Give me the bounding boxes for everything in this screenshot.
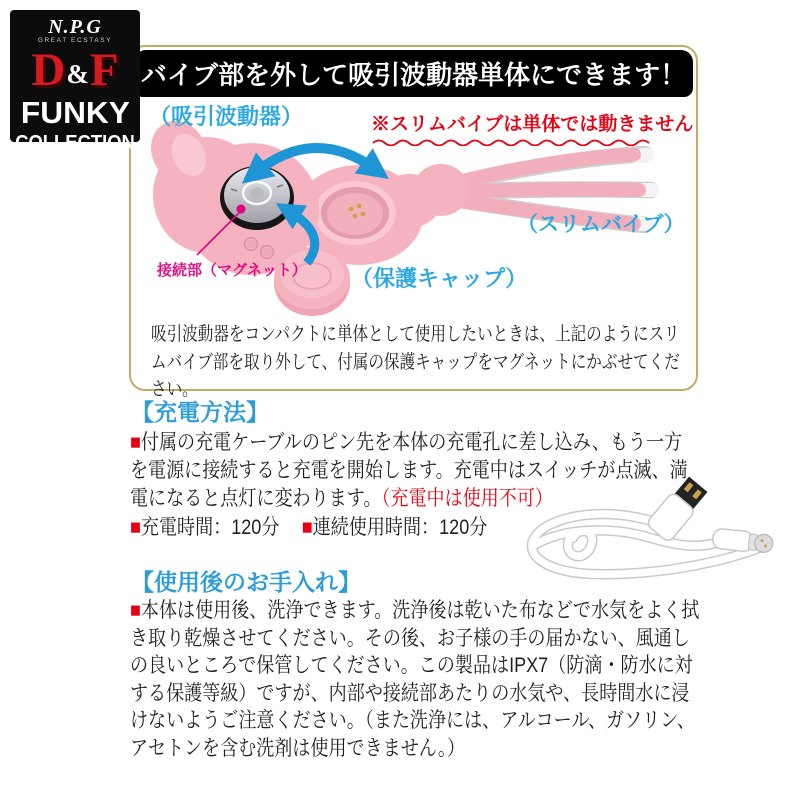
logo-word-funky: FUNKY [20,94,130,130]
logo-ampersand: & [66,58,89,89]
use-time-label: 連続使用時間：120分 [312,516,488,539]
brand-logo [10,10,140,154]
care-paragraph [130,597,702,762]
warning-note-text: ※スリムバイブは単体では動きません [371,114,694,135]
usb-cable-image [521,468,798,600]
bullet-icon: ■ [130,516,141,539]
logo-word-collection: COLLECTION [15,131,135,154]
brand-tagline: GREAT ECSTASY [37,37,113,44]
care-body-text: 本体は使用後、洗浄できます。洗浄後は乾いた布などで水気をよく拭き取り乾燥させてください。その後、お子様の手の届かない、風通しの良いところで保管してください。この製品はIPX7（防滴・防水に対する保護等級）ですが、内部や接続部あたりの水気や、長時間水に浸けないようご注意ください。（また洗浄には、アルコール、ガソリン、アセトンを含む洗剤は使用できません。） [130,599,700,760]
bullet-icon: ■ [301,516,313,539]
charge-time-spec [130,514,279,542]
label-protective-cap: （保護キャップ） [351,266,528,291]
charging-red-note: （充電中は使用不可） [381,487,553,510]
label-suction-device: （吸引波動器） [149,104,304,129]
bullet-icon: ■ [130,599,141,622]
logo-letter-d: D [31,43,66,96]
feature-box [129,45,698,400]
logo-df [31,43,119,96]
feature-banner [134,50,693,97]
charging-heading: 【充電方法】 [131,399,269,425]
warning-note [371,109,693,146]
brand-name: N.P.G [48,16,102,38]
bullet-icon: ■ [130,431,141,454]
figure-caption: 吸引波動器をコンパクトに単体として使用したいときは、上記のようにスリムバイブ部を取り外して、付属の保護キャップをマグネットにかぶせてください。 [151,324,680,400]
wavy-underline [371,137,655,146]
charge-time-label: 充電時間：120分 [140,516,280,539]
label-slim-vibe: （スリムバイブ） [517,213,685,236]
charging-body-text: 付属の充電ケーブルのピン先を本体の充電孔に差し込み、もう一方を電源に接続すると充電を開始します。充電中はスイッチが点滅、満電になると点灯に変わります。 [130,431,688,510]
suction-device-image [141,112,319,275]
label-magnet-connector: 接続部（マグネット） [157,262,307,279]
feature-banner-title: バイブ部を外して吸引波動器単体にできます！ [140,60,687,90]
logo-letter-f: F [89,43,119,96]
use-time-spec [302,514,488,542]
usb-a-connector [646,475,710,543]
charging-pin-connector [712,528,774,554]
care-heading: 【使用後のお手入れ】 [131,569,361,595]
magnet-dot [237,205,246,214]
